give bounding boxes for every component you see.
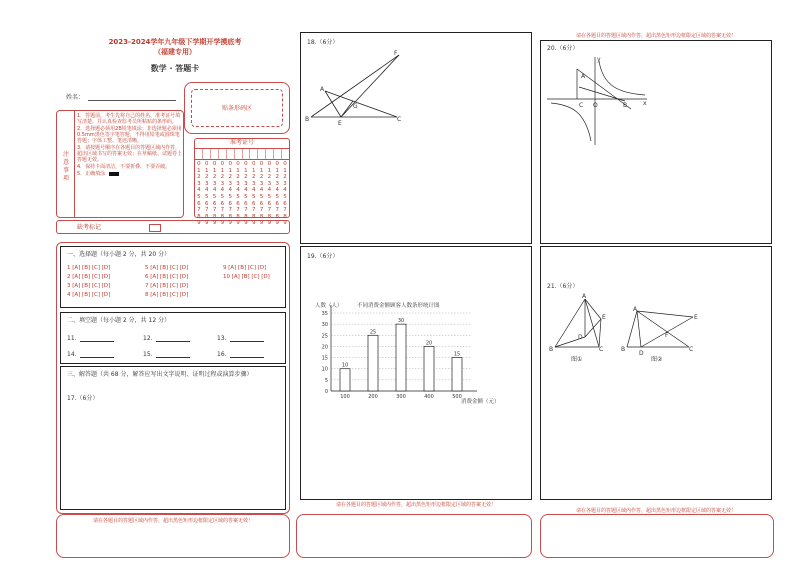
digit-bubble[interactable]: 8	[220, 213, 225, 220]
digit-bubble[interactable]: 9	[197, 220, 201, 227]
chart-data-label: 20	[425, 340, 433, 347]
digit-bubble[interactable]: 3	[212, 180, 217, 187]
fill-q14[interactable]	[67, 351, 114, 358]
chart-xtick-label: 500	[452, 394, 462, 400]
mc-q4[interactable]: 4 [A] [B] [C] [D]	[67, 292, 111, 298]
digit-bubble[interactable]: 1	[259, 167, 264, 174]
barcode-label: 贴条形码区	[221, 105, 252, 112]
digit-bubble[interactable]: 9	[204, 220, 209, 227]
section2-title: 二、填空题（每小题 2 分，共 12 分）	[67, 317, 171, 324]
digit-bubble[interactable]: 5	[220, 193, 225, 200]
digit-bubble[interactable]: 1	[204, 167, 209, 174]
digit-bubble[interactable]: 4	[283, 187, 287, 194]
fill-q11-label: 11.	[67, 335, 77, 342]
digit-bubble[interactable]: 0	[244, 161, 248, 167]
digit-bubble[interactable]: 5	[197, 193, 201, 200]
chart-ytick-label: 15	[321, 355, 328, 362]
digit-bubble[interactable]: 2	[267, 174, 272, 181]
notice-list	[77, 113, 182, 177]
digit-bubble[interactable]: 8	[275, 213, 279, 220]
section3-box[interactable]	[60, 366, 286, 510]
digit-bubble[interactable]: 9	[220, 220, 225, 227]
digit-bubble[interactable]: 2	[197, 174, 201, 181]
chart-ytick-label: 0	[324, 389, 328, 395]
digit-bubble[interactable]: 3	[259, 180, 264, 187]
section3-title: 三、解答题（共 68 分，解答应写出文字说明、证明过程或演算步骤）	[67, 371, 253, 378]
digit-bubble[interactable]: 2	[212, 174, 217, 181]
digit-bubble[interactable]: 9	[244, 220, 248, 227]
title-line2: （福建专用）	[154, 48, 196, 56]
digit-bubble[interactable]: 6	[236, 200, 240, 207]
digit-bubble[interactable]: 0	[275, 161, 279, 167]
exam-number-grid	[194, 138, 290, 227]
absent-checkbox[interactable]	[149, 224, 161, 232]
chart-ytick-label: 20	[321, 344, 328, 351]
digit-bubble[interactable]: 7	[236, 207, 240, 214]
digit-bubble[interactable]: 2	[259, 174, 264, 181]
digit-bubble[interactable]: 5	[259, 193, 264, 200]
q20-point-C: C	[579, 102, 584, 109]
digit-bubble[interactable]: 3	[220, 180, 225, 187]
digit-bubble[interactable]: 7	[204, 207, 209, 214]
q20-point-O: O	[593, 102, 598, 109]
digit-bubble[interactable]: 0	[220, 161, 225, 167]
fill-q16[interactable]	[217, 351, 264, 358]
exam-number-digit-columns[interactable]	[195, 160, 289, 227]
chart-xtick-label: 100	[340, 394, 350, 400]
digit-bubble[interactable]: 5	[267, 193, 272, 200]
digit-bubble[interactable]: 0	[228, 161, 232, 167]
mc-row-1	[67, 265, 283, 271]
digit-bubble[interactable]: 1	[212, 167, 217, 174]
digit-bubble[interactable]: 6	[283, 200, 287, 207]
chart-ylabel: 人数（人）	[315, 303, 343, 309]
q21-fig1-caption: 图①	[571, 356, 583, 363]
q18-point-E: E	[338, 120, 342, 127]
q21-fig1-point-C: C	[599, 346, 604, 353]
digit-bubble[interactable]: 7	[251, 207, 256, 214]
digit-bubble[interactable]: 1	[267, 167, 272, 174]
mc-q9[interactable]: 9 [A] [B] [C] [D]	[223, 265, 267, 271]
digit-bubble[interactable]: 2	[236, 174, 240, 181]
fill-q12[interactable]	[143, 335, 190, 342]
q20-label-x: x	[643, 100, 647, 107]
q21-fig2-point-A: A	[633, 306, 638, 313]
digit-bubble[interactable]: 4	[212, 187, 217, 194]
q17-label: 17.（6分）	[67, 395, 99, 402]
digit-bubble[interactable]: 8	[197, 213, 201, 220]
digit-bubble[interactable]: 6	[259, 200, 264, 207]
digit-bubble[interactable]: 9	[267, 220, 272, 227]
digit-bubble[interactable]: 7	[212, 207, 217, 214]
q19-bar-chart	[301, 291, 533, 405]
chart-data-label: 10	[341, 362, 349, 369]
digit-bubble[interactable]: 8	[236, 213, 240, 220]
digit-bubble[interactable]: 8	[228, 213, 232, 220]
mc-q2[interactable]: 2 [A] [B] [C] [D]	[67, 274, 111, 280]
digit-bubble[interactable]: 1	[283, 167, 287, 174]
digit-bubble[interactable]: 3	[236, 180, 240, 187]
digit-bubble[interactable]: 6	[197, 200, 201, 207]
exam-number-write-row[interactable]	[195, 149, 289, 160]
digit-column[interactable]	[268, 161, 272, 227]
notice-item-2: 2．选择题必须用2B铅笔填涂；非选择题必须用0.5mm黑色签字笔答题，不得用铅笔或圆珠笔答题；字体工整、笔迹清晰。	[77, 126, 182, 144]
digit-bubble[interactable]: 3	[283, 180, 287, 187]
digit-bubble[interactable]: 8	[244, 213, 248, 220]
notice-item-1: 1．答题前，考生先将自己的姓名、准考证号填写清楚，并认真检查监考员所粘贴的条形码。	[77, 113, 181, 125]
digit-bubble[interactable]: 0	[212, 161, 217, 167]
digit-bubble[interactable]: 1	[220, 167, 225, 174]
q21-fig2-point-C: C	[689, 346, 694, 353]
digit-column[interactable]	[283, 161, 287, 227]
mc-q3[interactable]: 3 [A] [B] [C] [D]	[67, 283, 111, 289]
mc-q10[interactable]: 10 [A] [B] [C] [D]	[223, 274, 270, 280]
digit-bubble[interactable]: 0	[236, 161, 240, 167]
digit-bubble[interactable]: 8	[283, 213, 287, 220]
q18-point-F: F	[394, 50, 398, 57]
digit-column[interactable]	[221, 161, 225, 227]
mc-q1[interactable]: 1 [A] [B] [C] [D]	[67, 265, 111, 271]
section2-box	[60, 312, 286, 364]
digit-bubble[interactable]: 9	[259, 220, 264, 227]
digit-column[interactable]	[252, 161, 256, 227]
digit-bubble[interactable]: 5	[212, 193, 217, 200]
warning-right-bottom: 请在各题目的答题区域内作答，超出黑色矩形边框限定区域的答案无效！	[575, 508, 736, 514]
digit-bubble[interactable]: 4	[228, 187, 232, 194]
digit-bubble[interactable]: 8	[251, 213, 256, 220]
q18-label: 18.（6分）	[307, 39, 339, 46]
subject-title: 数学 · 答题卡	[150, 64, 200, 73]
digit-bubble[interactable]: 6	[228, 200, 232, 207]
digit-bubble[interactable]: 2	[220, 174, 225, 181]
digit-bubble[interactable]: 8	[204, 213, 209, 220]
digit-bubble[interactable]: 3	[204, 180, 209, 187]
q21-fig1-point-B: B	[549, 346, 554, 353]
digit-bubble[interactable]: 2	[244, 174, 248, 181]
digit-bubble[interactable]: 9	[251, 220, 256, 227]
warning-right-top: 请在各题目的答题区域内作答，超出黑色矩形边框限定区域的答案无效！	[575, 33, 736, 39]
digit-bubble[interactable]: 4	[197, 187, 201, 194]
notice-item-4: 4．保持卡面清洁，不要折叠、不要弄破。	[77, 164, 171, 170]
q21-box[interactable]	[540, 246, 772, 500]
digit-bubble[interactable]: 8	[267, 213, 272, 220]
section1-box	[60, 246, 286, 308]
fill-q13-label: 13.	[217, 335, 227, 342]
digit-bubble[interactable]: 5	[228, 193, 232, 200]
digit-bubble[interactable]: 5	[236, 193, 240, 200]
digit-bubble[interactable]: 7	[259, 207, 264, 214]
digit-bubble[interactable]: 2	[204, 174, 209, 181]
q21-fig1-point-A: A	[582, 293, 587, 300]
chart-xtick-label: 400	[424, 394, 434, 400]
absent-row	[56, 220, 290, 234]
chart-bar	[452, 358, 462, 391]
digit-bubble[interactable]: 4	[236, 187, 240, 194]
q20-point-A: A	[581, 73, 586, 80]
fill-q13[interactable]	[217, 335, 264, 342]
digit-column[interactable]	[213, 161, 217, 227]
q18-box[interactable]	[300, 32, 532, 244]
digit-bubble[interactable]: 4	[244, 187, 248, 194]
digit-bubble[interactable]: 4	[275, 187, 279, 194]
warning-left: 请在各题目的答题区域内作答，超出黑色矩形边框限定区域的答案无效！	[92, 518, 253, 524]
digit-bubble[interactable]: 0	[259, 161, 264, 167]
digit-bubble[interactable]: 6	[267, 200, 272, 207]
middle-bottom-box	[296, 514, 532, 558]
q21-fig2-point-F: F	[665, 332, 669, 339]
digit-bubble[interactable]: 6	[220, 200, 225, 207]
digit-bubble[interactable]: 4	[220, 187, 225, 194]
mc-q5[interactable]: 5 [A] [B] [C] [D]	[145, 265, 189, 271]
digit-bubble[interactable]: 1	[197, 167, 201, 174]
chart-xtick-label: 200	[368, 394, 378, 400]
digit-bubble[interactable]: 7	[220, 207, 225, 214]
chart-bar	[424, 346, 434, 391]
digit-bubble[interactable]: 5	[251, 193, 256, 200]
digit-bubble[interactable]: 7	[197, 207, 201, 214]
q20-box[interactable]	[540, 40, 772, 244]
fill-q14-label: 14.	[67, 351, 77, 358]
digit-bubble[interactable]: 6	[275, 200, 279, 207]
digit-bubble[interactable]: 4	[251, 187, 256, 194]
q18-point-G: G	[353, 103, 358, 110]
q21-figures	[541, 287, 773, 377]
notice-box	[56, 110, 184, 218]
digit-column[interactable]	[197, 161, 201, 227]
chart-bar	[340, 369, 350, 391]
q21-fig2-point-D: D	[639, 350, 644, 357]
q21-label: 21.（6分）	[547, 283, 579, 290]
digit-bubble[interactable]: 9	[236, 220, 240, 227]
digit-bubble[interactable]: 3	[251, 180, 256, 187]
chart-ytick-label: 10	[321, 366, 328, 373]
digit-bubble[interactable]: 9	[283, 220, 287, 227]
q20-label: 20.（6分）	[547, 45, 579, 52]
digit-bubble[interactable]: 1	[251, 167, 256, 174]
digit-bubble[interactable]: 3	[275, 180, 279, 187]
digit-bubble[interactable]: 4	[267, 187, 272, 194]
fill-q11[interactable]	[67, 335, 114, 342]
q18-point-C: C	[397, 116, 402, 123]
chart-ytick-label: 5	[324, 377, 328, 384]
name-label: 姓名：	[66, 94, 85, 101]
digit-column[interactable]	[244, 161, 248, 227]
digit-bubble[interactable]: 6	[204, 200, 209, 207]
digit-bubble[interactable]: 4	[259, 187, 264, 194]
digit-bubble[interactable]: 2	[275, 174, 279, 181]
mc-row-3	[67, 283, 283, 289]
mc-row-2	[67, 274, 283, 280]
chart-xlabel: 消费金额（元）	[461, 399, 500, 405]
digit-bubble[interactable]: 6	[212, 200, 217, 207]
exam-number-label: 准考证号	[195, 139, 289, 149]
q21-fig1-point-D: D	[578, 334, 583, 341]
digit-bubble[interactable]: 5	[204, 193, 209, 200]
digit-bubble[interactable]: 5	[275, 193, 279, 200]
q21-fig1-point-E: E	[602, 314, 606, 321]
digit-column[interactable]	[205, 161, 209, 227]
digit-column[interactable]	[236, 161, 240, 227]
mc-q6[interactable]: 6 [A] [B] [C] [D]	[145, 274, 189, 280]
digit-bubble[interactable]: 7	[244, 207, 248, 214]
mc-q8[interactable]: 8 [A] [B] [C] [D]	[145, 292, 189, 298]
notice-title: 注意事项	[62, 151, 69, 182]
warning-middle: 请在各题目的答题区域内作答，超出黑色矩形边框限定区域的答案无效！	[335, 502, 496, 508]
digit-bubble[interactable]: 8	[259, 213, 264, 220]
chart-ytick-label: 30	[321, 322, 328, 329]
digit-bubble[interactable]: 9	[275, 220, 279, 227]
digit-bubble[interactable]: 5	[283, 193, 287, 200]
digit-bubble[interactable]: 3	[267, 180, 272, 187]
chart-data-label: 30	[397, 318, 405, 325]
section1-title: 一、选择题（每小题 2 分，共 20 分）	[67, 251, 171, 258]
q20-figure	[541, 41, 773, 151]
digit-bubble[interactable]: 7	[275, 207, 279, 214]
chart-bar	[368, 335, 378, 391]
digit-column[interactable]	[275, 161, 279, 227]
q18-point-A: A	[320, 86, 325, 93]
right-bottom-box	[540, 514, 774, 558]
q21-fig2-caption: 图②	[651, 356, 663, 363]
digit-bubble[interactable]: 2	[283, 174, 287, 181]
digit-bubble[interactable]: 5	[244, 193, 248, 200]
digit-bubble[interactable]: 2	[228, 174, 232, 181]
digit-bubble[interactable]: 1	[228, 167, 232, 174]
barcode-area	[184, 82, 290, 134]
filled-mark-sample	[109, 172, 119, 176]
title-line1: 2023-2024学年九年级下学期开学摸底考	[108, 38, 242, 46]
q19-box[interactable]	[300, 246, 532, 500]
chart-ytick-label: 35	[321, 311, 328, 317]
digit-bubble[interactable]: 3	[197, 180, 201, 187]
q18-point-B: B	[305, 116, 310, 123]
chart-data-label: 25	[369, 329, 377, 336]
digit-bubble[interactable]: 9	[228, 220, 232, 227]
digit-bubble[interactable]: 9	[212, 220, 217, 227]
chart-data-label: 15	[453, 351, 461, 358]
digit-bubble[interactable]: 6	[251, 200, 256, 207]
q19-label: 19.（6分）	[307, 253, 339, 260]
digit-bubble[interactable]: 4	[204, 187, 209, 194]
digit-column[interactable]	[228, 161, 232, 227]
digit-bubble[interactable]: 7	[228, 207, 232, 214]
q20-label-y: y	[597, 56, 601, 63]
digit-bubble[interactable]: 7	[267, 207, 272, 214]
notice-item-3: 3．请按题号顺序在各题目的答题区域内作答，超出区域书写的答案无效；在草稿纸、试题卷上答题无效。	[77, 145, 183, 163]
name-line[interactable]	[88, 100, 176, 101]
chart-ytick-label: 25	[321, 333, 328, 340]
fill-q16-label: 16.	[217, 351, 227, 358]
digit-column[interactable]	[260, 161, 264, 227]
mc-q7[interactable]: 7 [A] [B] [C] [D]	[145, 283, 189, 289]
digit-bubble[interactable]: 3	[244, 180, 248, 187]
digit-bubble[interactable]: 1	[244, 167, 248, 174]
chart-xtick-label: 300	[396, 394, 406, 400]
absent-label: 缺考标记	[77, 224, 102, 231]
digit-bubble[interactable]: 7	[283, 207, 287, 214]
digit-bubble[interactable]: 0	[204, 161, 209, 167]
notice-item-5: 5．正确填涂	[77, 171, 106, 177]
digit-bubble[interactable]: 0	[251, 161, 256, 167]
left-bottom-box	[56, 514, 290, 558]
digit-bubble[interactable]: 3	[228, 180, 232, 187]
q21-fig2-point-B: B	[621, 346, 626, 353]
fill-q15[interactable]	[143, 351, 190, 358]
digit-bubble[interactable]: 8	[212, 213, 217, 220]
fill-q15-label: 15.	[143, 351, 153, 358]
q20-point-B: B	[623, 102, 628, 109]
chart-title: 不同消费金额顾客人数条形统计图	[357, 303, 440, 309]
digit-bubble[interactable]: 2	[251, 174, 256, 181]
fill-q12-label: 12.	[143, 335, 153, 342]
digit-bubble[interactable]: 1	[275, 167, 279, 174]
q18-figure	[301, 33, 533, 143]
q21-fig2-point-E: E	[694, 314, 698, 321]
chart-bar	[396, 324, 406, 391]
mc-row-4	[67, 292, 283, 298]
digit-bubble[interactable]: 0	[267, 161, 272, 167]
digit-bubble[interactable]: 6	[244, 200, 248, 207]
digit-bubble[interactable]: 0	[197, 161, 201, 167]
digit-bubble[interactable]: 0	[283, 161, 287, 167]
digit-bubble[interactable]: 1	[236, 167, 240, 174]
